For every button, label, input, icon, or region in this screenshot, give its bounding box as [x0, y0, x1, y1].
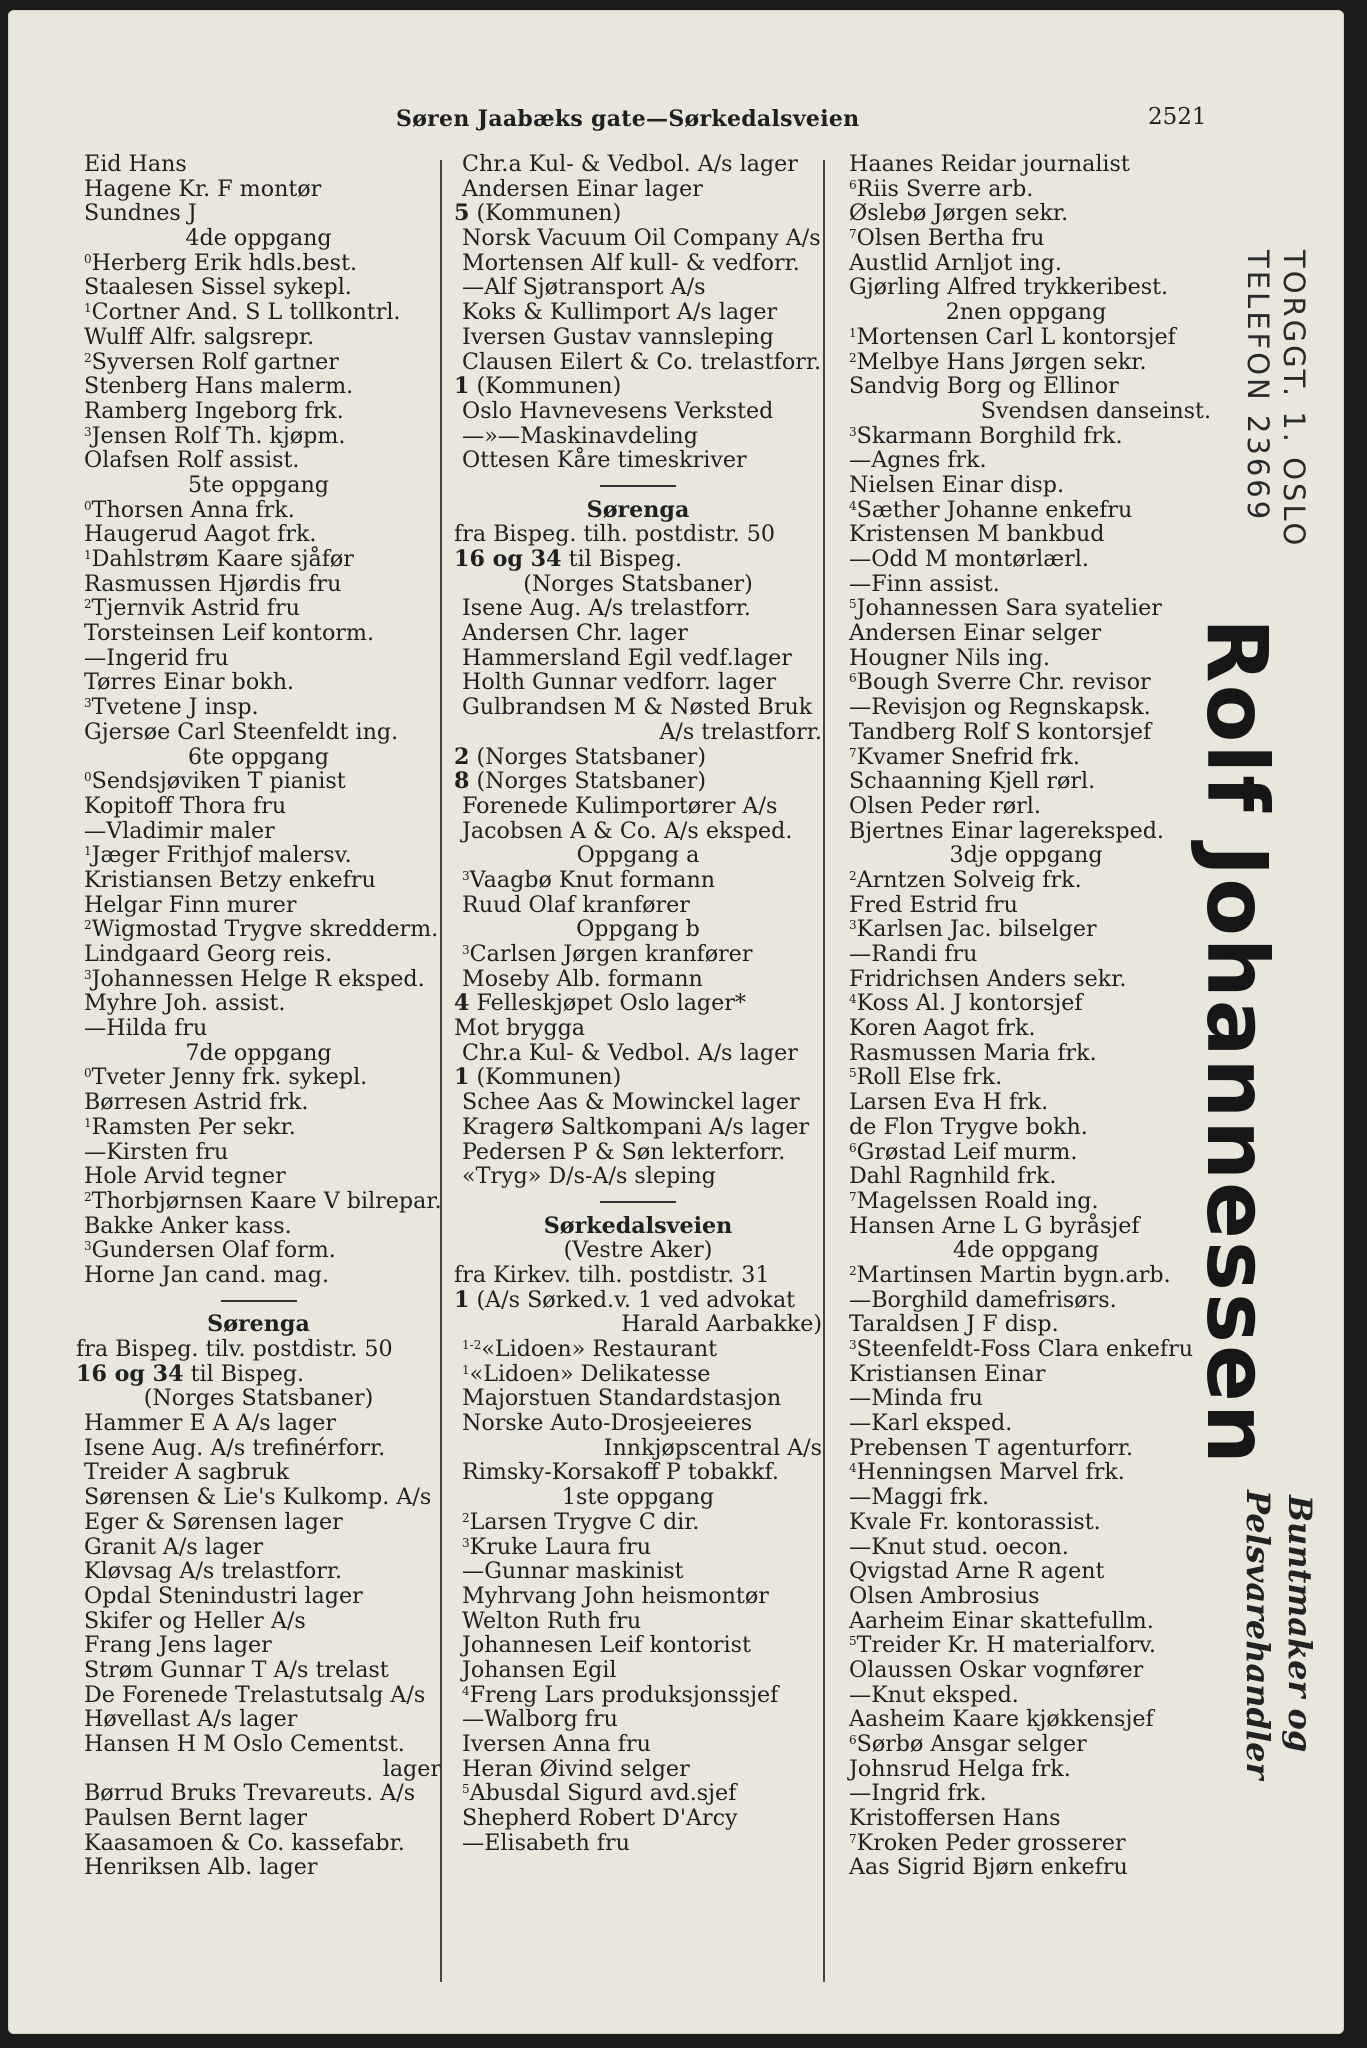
directory-entry: Myhrvang John heismontør [462, 1582, 769, 1609]
continuation-line: Svendsen danseinst. [980, 397, 1211, 424]
ad-phone: TELEFON 23669 [1241, 250, 1275, 523]
floor-marker: 7 [849, 745, 857, 760]
directory-entry: —Knut eksped. [849, 1681, 1019, 1708]
section-heading: 7de oppgang [185, 1039, 332, 1066]
directory-entry: Forenede Kulimportører A/s [462, 792, 778, 819]
floor-marker: 0 [84, 498, 92, 513]
directory-entry: Johnsrud Helga frk. [849, 1755, 1071, 1782]
house-number: 16 og 34 [76, 1360, 184, 1387]
directory-entry: Helgar Finn murer [84, 891, 297, 918]
floor-marker: 5 [849, 1634, 857, 1649]
directory-entry: $^2$Arntzen Solveig frk. [849, 866, 1082, 893]
directory-entry: Paulsen Bernt lager [84, 1805, 307, 1832]
section-heading: (Vestre Aker) [563, 1237, 713, 1264]
directory-entry: $^6$Grøstad Leif murm. [849, 1138, 1078, 1165]
directory-entry: $^1$Cortner And. S L tollkontrl. [84, 299, 401, 326]
directory-entry: $^3$Steenfeldt-Foss Clara enkefru [849, 1336, 1194, 1362]
directory-entry: Andersen Einar lager [462, 175, 703, 202]
floor-marker: 2 [84, 350, 92, 365]
floor-marker: 7 [849, 1189, 857, 1204]
floor-marker: 7 [849, 1831, 857, 1846]
directory-entry: Olafsen Rolf assist. [84, 447, 300, 474]
directory-entry: $^5$Abusdal Sigurd avd.sjef [462, 1780, 737, 1807]
floor-marker: 5 [849, 1066, 857, 1081]
address-line: 1 (Kommunen) [454, 373, 622, 400]
directory-entry: Børresen Astrid frk. [84, 1089, 309, 1116]
separator-rule [600, 485, 676, 487]
directory-entry: Henriksen Alb. lager [84, 1854, 318, 1881]
address-line: 1 (Kommunen) [454, 1064, 622, 1091]
floor-marker: 3 [849, 424, 857, 439]
directory-entry: $^5$Treider Kr. H materialforv. [849, 1632, 1156, 1659]
page-number: 2521 [1148, 104, 1207, 130]
directory-entry: de Flon Trygve bokh. [849, 1113, 1088, 1140]
floor-marker: 1 [84, 844, 92, 859]
directory-entry: Olaussen Oskar vognfører [849, 1656, 1144, 1683]
directory-entry: Taraldsen J F disp. [849, 1311, 1059, 1338]
section-heading: 4de oppgang [952, 1237, 1100, 1264]
floor-marker: 5 [849, 597, 857, 612]
directory-entry: Mortensen Alf kull- & vedforr. [462, 249, 800, 276]
directory-entry: Rasmussen Maria frk. [849, 1039, 1097, 1066]
address-line: 2 (Norges Statsbaner) [454, 743, 707, 770]
address-line: 16 og 34 til Bispeg. [76, 1360, 305, 1387]
floor-marker: 3 [462, 868, 470, 883]
ad-name: Rolf Johannessen [1188, 618, 1286, 1466]
section-heading: 6te oppgang [188, 743, 329, 770]
floor-marker: 4 [849, 992, 857, 1007]
directory-entry: Iversen Gustav vannsleping [462, 323, 774, 350]
floor-marker: 6 [849, 671, 857, 686]
directory-entry: $^2$Martinsen Martin bygn.arb. [849, 1261, 1171, 1288]
directory-entry: Lindgaard Georg reis. [84, 941, 333, 967]
directory-entry: —Karl eksped. [849, 1410, 1013, 1437]
directory-entry: Aas Sigrid Bjørn enkefru [849, 1854, 1128, 1881]
house-number: 1 [454, 1286, 470, 1313]
directory-entry: Ruud Olaf kranfører [462, 891, 690, 918]
directory-entry: $^0$Sendsjøviken T pianist [84, 768, 346, 795]
directory-entry: Austlid Arnljot ing. [849, 249, 1062, 276]
directory-entry: Clausen Eilert & Co. trelastforr. [462, 348, 822, 375]
directory-entry: Andersen Chr. lager [462, 620, 688, 647]
directory-entry: Johannesen Leif kontorist [462, 1632, 751, 1659]
house-number: 2 [454, 743, 470, 770]
directory-entry: Pedersen P & Søn lekterforr. [462, 1138, 786, 1165]
directory-entry: Kristiansen Betzy enkefru [84, 866, 376, 893]
directory-entry: $^2$Tjernvik Astrid fru [84, 595, 300, 622]
floor-marker: 4 [849, 1461, 857, 1476]
section-separator [76, 1288, 441, 1313]
directory-entry: Kvale Fr. kontorassist. [849, 1508, 1101, 1535]
directory-entry: $^3$Kruke Laura fru [462, 1533, 651, 1560]
address-line: fra Kirkev. tilh. postdistr. 31 [454, 1261, 770, 1288]
section-heading: 1ste oppgang [561, 1484, 715, 1511]
section-heading: Sørkedalsveien [543, 1212, 733, 1239]
directory-entry: Shepherd Robert D'Arcy [462, 1805, 738, 1832]
directory-entry: Hagene Kr. F montør [84, 175, 322, 202]
directory-entry: Skifer og Heller A/s [84, 1607, 306, 1634]
separator-rule [221, 1300, 297, 1302]
directory-entry: Tørres Einar bokh. [84, 669, 295, 696]
floor-marker: 3 [84, 967, 92, 982]
floor-marker: 1 [84, 301, 92, 316]
directory-entry: Myhre Joh. assist. [84, 990, 286, 1017]
section-heading: 5te oppgang [188, 471, 329, 498]
address-line: 8 (Norges Statsbaner) [454, 768, 707, 795]
section-heading: 2nen oppgang [945, 299, 1107, 326]
page-title: Søren Jaabæks gate—Sørkedalsveien [396, 106, 860, 132]
directory-entry: $^4$Koss Al. J kontorsjef [849, 990, 1083, 1017]
floor-marker: 1 [462, 1362, 470, 1377]
directory-entry: Heran Øivind selger [462, 1755, 690, 1782]
directory-entry: —Minda fru [849, 1385, 983, 1412]
directory-entry: Hougner Nils ing. [849, 644, 1050, 671]
directory-entry: Koks & Kullimport A/s lager [462, 299, 778, 326]
directory-entry: Hansen H M Oslo Cementst. [84, 1731, 405, 1757]
directory-entry: $^6$Bough Sverre Chr. revisor [849, 669, 1151, 696]
directory-entry: Olsen Peder rørl. [849, 792, 1041, 819]
directory-entry: $^0$Thorsen Anna frk. [84, 496, 295, 523]
directory-entry: Granit A/s lager [84, 1533, 264, 1560]
floor-marker: 3 [84, 1239, 92, 1254]
directory-entry: $^3$Jensen Rolf Th. kjøpm. [84, 422, 346, 449]
floor-marker: 0 [84, 1066, 92, 1081]
directory-entry: Ramberg Ingeborg frk. [84, 397, 344, 424]
directory-entry: —Odd M montørlærl. [849, 546, 1089, 572]
column-3 [841, 152, 1211, 1880]
directory-entry: Haanes Reidar journalist [849, 151, 1130, 177]
directory-entry: Gjørling Alfred trykkeribest. [849, 274, 1169, 301]
directory-entry: Bjertnes Einar lagereksped. [849, 817, 1164, 844]
floor-marker: 1 [84, 1115, 92, 1130]
directory-entry: $^{1-2}$«Lidoen» Restaurant [462, 1336, 718, 1362]
directory-entry: $^4$Henningsen Marvel frk. [849, 1459, 1125, 1486]
directory-entry: Majorstuen Standardstasjon [462, 1385, 782, 1412]
directory-entry: Rimsky-Korsakoff P tobakkf. [462, 1459, 779, 1486]
directory-entry: Nielsen Einar disp. [849, 471, 1065, 498]
directory-entry: —Hilda fru [84, 1015, 208, 1042]
directory-entry: Eid Hans [84, 151, 187, 177]
advertisement [1188, 250, 1333, 1950]
directory-page [8, 10, 1344, 2034]
floor-marker: 7 [849, 227, 857, 242]
directory-entry: Sundnes J [84, 200, 197, 227]
directory-entry: Chr.a Kul- & Vedbol. A/s lager [462, 1039, 798, 1066]
directory-entry: $^1$Mortensen Carl L kontorsjef [849, 323, 1176, 350]
directory-entry: Rasmussen Hjørdis fru [84, 570, 342, 597]
directory-entry: $^3$Gundersen Olaf form. [84, 1237, 336, 1264]
directory-entry: Aarheim Einar skattefullm. [849, 1607, 1154, 1634]
directory-entry: Bakke Anker kass. [84, 1212, 292, 1239]
directory-entry: Qvigstad Arne R agent [849, 1558, 1105, 1585]
section-heading: Sørenga [586, 496, 690, 523]
directory-entry: Jacobsen A & Co. A/s eksped. [462, 817, 793, 844]
directory-entry: Schaanning Kjell rørl. [849, 768, 1096, 795]
directory-entry: Kristoffersen Hans [849, 1805, 1061, 1832]
directory-entry: Kløvsag A/s trelastforr. [84, 1558, 343, 1585]
directory-entry: $^0$Tveter Jenny frk. sykepl. [84, 1064, 368, 1091]
floor-marker: 5 [462, 1782, 470, 1797]
directory-entry: $^5$Johannessen Sara syatelier [849, 595, 1162, 622]
directory-entry: $^2$Melbye Hans Jørgen sekr. [849, 348, 1147, 375]
directory-entry: Fridrichsen Anders sekr. [849, 965, 1127, 992]
ad-trade-line-2: Pelsvarehandler [1239, 1490, 1277, 1780]
directory-entry: —Ingerid fru [84, 644, 229, 671]
directory-entry: Fred Estrid fru [849, 891, 1018, 918]
directory-entry: $^7$Kvamer Snefrid frk. [849, 743, 1080, 770]
directory-entry: Hole Arvid tegner [84, 1163, 286, 1190]
directory-entry: —Gunnar maskinist [462, 1558, 684, 1585]
house-number: 16 og 34 [454, 546, 562, 572]
directory-entry: «Tryg» D/s-A/s sleping [462, 1163, 716, 1190]
floor-marker: 2 [849, 1263, 857, 1278]
directory-entry: Opdal Stenindustri lager [84, 1582, 363, 1609]
directory-entry: Eger & Sørensen lager [84, 1508, 343, 1535]
directory-entry: $^6$Sørbø Ansgar selger [849, 1731, 1087, 1757]
floor-marker: 4 [849, 498, 857, 513]
directory-entry: Sørensen & Lie's Kulkomp. A/s [84, 1484, 432, 1511]
directory-entry: —Maggi frk. [849, 1484, 990, 1511]
directory-entry: $^1$Jæger Frithjof malersv. [84, 842, 352, 869]
directory-entry: Torsteinsen Leif kontorm. [84, 620, 375, 647]
directory-entry: $^3$Skarmann Borghild frk. [849, 422, 1123, 449]
directory-entry: Hansen Arne L G byråsjef [849, 1212, 1140, 1239]
directory-entry: —Knut stud. oecon. [849, 1533, 1069, 1560]
directory-entry: Johansen Egil [462, 1656, 617, 1683]
directory-entry: $^3$Johannessen Helge R eksped. [84, 965, 425, 992]
section-heading: (Norges Statsbaner) [523, 570, 753, 597]
directory-entry: —Walborg fru [462, 1706, 618, 1733]
address-line: 4 Felleskjøpet Oslo lager* [454, 990, 746, 1017]
directory-entry: $^3$Tvetene J insp. [84, 694, 259, 721]
directory-entry: Kaasamoen & Co. kassefabr. [84, 1829, 405, 1856]
directory-entry: Stenberg Hans malerm. [84, 373, 354, 400]
address-line: fra Bispeg. tilh. postdistr. 50 [454, 521, 776, 548]
section-heading: Oppgang b [576, 916, 700, 943]
section-separator [454, 1189, 822, 1214]
directory-entry: Prebensen T agenturforr. [849, 1434, 1134, 1461]
directory-entry: Iversen Anna fru [462, 1731, 651, 1757]
directory-entry: Norske Auto-Drosjeeieres [462, 1410, 753, 1437]
directory-entry: Welton Ruth fru [462, 1607, 642, 1634]
directory-entry: Moseby Alb. formann [462, 965, 703, 992]
floor-marker: 2 [84, 918, 92, 933]
house-number: 5 [454, 200, 470, 227]
directory-entry: Isene Aug. A/s trelastforr. [462, 595, 751, 622]
floor-marker: 2 [84, 1189, 92, 1204]
directory-entry: De Forenede Trelastutsalg A/s [84, 1681, 426, 1708]
directory-entry: Larsen Eva H frk. [849, 1089, 1049, 1116]
house-number: 8 [454, 768, 470, 795]
house-number: 1 [454, 1064, 470, 1091]
directory-entry: —Elisabeth fru [462, 1829, 630, 1856]
directory-entry: $^3$Vaagbø Knut formann [462, 866, 716, 893]
directory-entry: Aasheim Kaare kjøkkensjef [849, 1706, 1154, 1733]
floor-marker: 4 [462, 1683, 470, 1698]
continuation-line: Harald Aarbakke) [621, 1311, 822, 1338]
directory-entry: Olsen Ambrosius [849, 1582, 1040, 1609]
address-line: 16 og 34 til Bispeg. [454, 546, 683, 572]
directory-entry: —Borghild damefrisørs. [849, 1286, 1117, 1313]
floor-marker: 2 [462, 1510, 470, 1525]
floor-marker: 6 [849, 1140, 857, 1155]
directory-entry: $^1$«Lidoen» Delikatesse [462, 1360, 711, 1387]
directory-entry: Dahl Ragnhild frk. [849, 1163, 1057, 1190]
directory-entry: Gjersøe Carl Steenfeldt ing. [84, 718, 399, 745]
directory-entry: Frang Jens lager [84, 1632, 272, 1659]
floor-marker: 3 [84, 696, 92, 711]
directory-entry: $^2$Thorbjørnsen Kaare V bilrepar. [84, 1187, 442, 1214]
continuation-line: lager [382, 1755, 441, 1782]
directory-entry: Isene Aug. A/s trefinérforr. [84, 1434, 386, 1461]
column-2 [454, 152, 822, 1855]
directory-entry: —Randi fru [849, 941, 978, 967]
directory-entry: Oslo Havnevesens Verksted [462, 397, 774, 424]
house-number: 4 [454, 990, 470, 1017]
directory-entry: —Ingrid frk. [849, 1780, 987, 1807]
floor-marker: 3 [84, 424, 92, 439]
directory-entry: $^1$Dahlstrøm Kaare sjåfør [84, 546, 354, 572]
directory-entry: $^5$Roll Else frk. [849, 1064, 1003, 1091]
directory-entry: $^6$Riis Sverre arb. [849, 175, 1034, 202]
directory-entry: $^7$Magelssen Roald ing. [849, 1187, 1099, 1214]
directory-entry: Hammersland Egil vedf.lager [462, 644, 792, 671]
directory-entry: Høvellast A/s lager [84, 1706, 298, 1733]
directory-entry: Kristensen M bankbud [849, 521, 1105, 548]
address-line: Mot brygga [454, 1015, 586, 1042]
directory-entry: $^7$Kroken Peder grosserer [849, 1829, 1126, 1856]
directory-entry: $^4$Sæther Johanne enkefru [849, 496, 1133, 523]
directory-entry: —Agnes frk. [849, 447, 987, 474]
directory-entry: Norsk Vacuum Oil Company A/s [462, 225, 821, 252]
directory-entry: Sandvig Borg og Ellinor [849, 373, 1119, 400]
floor-marker: 1 [84, 548, 92, 562]
directory-entry: —Finn assist. [849, 570, 1000, 597]
directory-entry: Andersen Einar selger [849, 620, 1102, 647]
directory-entry: —Kirsten fru [84, 1138, 229, 1165]
directory-entry: —»—Maskinavdeling [462, 422, 698, 449]
floor-marker: 3 [849, 918, 857, 933]
address-line: 1 (A/s Sørked.v. 1 ved advokat [454, 1286, 796, 1313]
page-header [8, 106, 1238, 142]
floor-marker: 2 [849, 350, 857, 365]
directory-entry: Horne Jan cand. mag. [84, 1261, 330, 1288]
column-divider [823, 160, 825, 1982]
continuation-line: A/s trelastforr. [659, 718, 822, 745]
section-heading: 3dje oppgang [949, 842, 1103, 869]
directory-entry: Staalesen Sissel sykepl. [84, 274, 352, 301]
floor-marker: 6 [849, 1733, 857, 1747]
directory-entry: Holth Gunnar vedforr. lager [462, 669, 777, 696]
section-heading: 4de oppgang [185, 225, 332, 252]
directory-entry: Haugerud Aagot frk. [84, 521, 317, 548]
address-line: fra Bispeg. tilv. postdistr. 50 [76, 1336, 393, 1362]
floor-marker: 2 [84, 597, 92, 612]
floor-marker: 6 [849, 177, 857, 192]
directory-entry: Chr.a Kul- & Vedbol. A/s lager [462, 151, 798, 177]
directory-entry: $^3$Carlsen Jørgen kranfører [462, 941, 753, 967]
floor-marker: 1-2 [462, 1338, 482, 1352]
directory-entry: Schee Aas & Mowinckel lager [462, 1089, 800, 1116]
directory-entry: Tandberg Rolf S kontorsjef [849, 718, 1152, 745]
separator-rule [600, 1201, 676, 1203]
floor-marker: 0 [84, 770, 92, 785]
directory-entry: Kragerø Saltkompani A/s lager [462, 1113, 810, 1140]
directory-entry: $^3$Karlsen Jac. bilselger [849, 916, 1097, 943]
directory-entry: Gulbrandsen M & Nøsted Bruk [462, 694, 813, 721]
directory-entry: $^0$Herberg Erik hdls.best. [84, 249, 358, 276]
house-number: 1 [454, 373, 470, 400]
address-line: 5 (Kommunen) [454, 200, 622, 227]
directory-entry: Øslebø Jørgen sekr. [849, 200, 1069, 227]
directory-entry: $^7$Olsen Bertha fru [849, 225, 1045, 252]
directory-entry: Wulff Alfr. salgsrepr. [84, 323, 315, 350]
directory-entry: —Revisjon og Regnskapsk. [849, 694, 1151, 721]
floor-marker: 3 [849, 1338, 857, 1352]
directory-entry: Kopitoff Thora fru [84, 792, 287, 819]
directory-entry: Koren Aagot frk. [849, 1015, 1036, 1042]
directory-entry: Treider A sagbruk [84, 1459, 290, 1486]
section-separator [454, 473, 822, 498]
directory-entry: —Vladimir maler [84, 817, 275, 844]
directory-entry: Hammer E A A/s lager [84, 1410, 336, 1437]
ad-address: TORGGT. 1. OSLO [1277, 250, 1311, 549]
column-1 [76, 152, 441, 1880]
directory-entry: Ottesen Kåre timeskriver [462, 447, 747, 474]
directory-entry: Kristiansen Einar [849, 1360, 1046, 1387]
directory-entry: $^1$Ramsten Per sekr. [84, 1113, 296, 1140]
floor-marker: 3 [462, 1535, 470, 1550]
directory-entry: Strøm Gunnar T A/s trelast [84, 1656, 389, 1683]
section-heading: Sørenga [207, 1311, 310, 1338]
directory-entry: —Alf Sjøtransport A/s [462, 274, 706, 301]
section-heading: Oppgang a [576, 842, 700, 869]
directory-entry: $^2$Wigmostad Trygve skredderm. [84, 916, 439, 943]
directory-entry: $^2$Syversen Rolf gartner [84, 348, 339, 375]
continuation-line: Innkjøpscentral A/s [603, 1434, 822, 1461]
section-heading: (Norges Statsbaner) [143, 1385, 374, 1412]
directory-entry: $^4$Freng Lars produksjonssjef [462, 1681, 779, 1708]
floor-marker: 1 [849, 325, 857, 340]
ad-trade-line-1: Buntmaker og [1281, 1495, 1319, 1753]
floor-marker: 0 [84, 251, 92, 266]
floor-marker: 2 [849, 868, 857, 883]
floor-marker: 3 [462, 943, 470, 957]
directory-entry: $^2$Larsen Trygve C dir. [462, 1508, 700, 1535]
directory-entry: Børrud Bruks Trevareuts. A/s [84, 1780, 416, 1807]
